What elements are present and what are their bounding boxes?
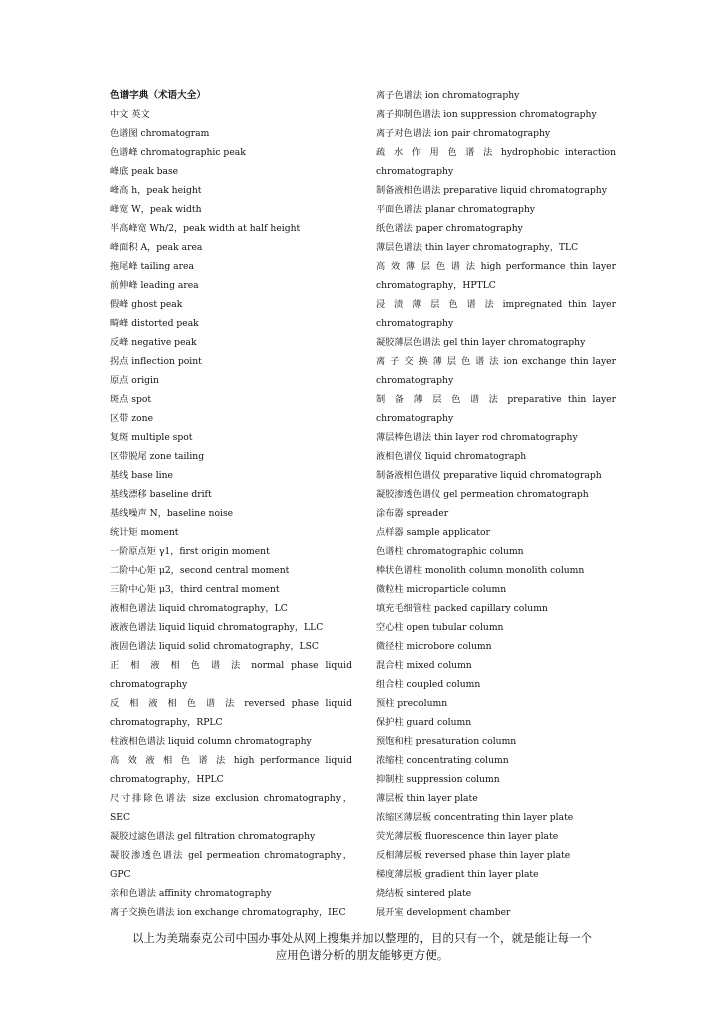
glossary-line: 中文 英文 [110,109,150,120]
glossary-line: 空心柱 open tubular column [376,622,504,633]
glossary-line: 基线漂移 baseline drift [110,489,212,500]
glossary-line: 半高峰宽 Wh/2，peak width at half height [110,223,301,234]
glossary-line: 假峰 ghost peak [110,299,183,310]
left-column [110,86,352,922]
glossary-line: 涂布器 spreader [376,508,449,519]
glossary-line: 液相色谱仪 liquid chromatograph [376,451,527,462]
glossary-line: 亲和色谱法 affinity chromatography [110,888,272,899]
glossary-line: 组合柱 coupled column [376,679,481,690]
glossary-line: 梯度薄层板 gradient thin layer plate [376,869,539,880]
glossary-line: 微粒柱 microparticle column [376,584,507,595]
glossary-line: chromatography [376,413,454,424]
glossary-line: 展开室 development chamber [376,907,511,918]
footer-line: 应用色谱分析的朋友能够更方便。 [275,948,449,962]
glossary-line: chromatography，HPLC [110,774,224,785]
glossary-line: 反峰 negative peak [110,337,197,348]
glossary-line: 棒状色谱柱 monolith column monolith column [376,565,585,576]
glossary-line: 液固色谱法 liquid solid chromatography，LSC [110,641,319,652]
glossary-line: 复斑 multiple spot [110,432,193,443]
glossary-line: 柱液相色谱法 liquid column chromatography [110,736,312,747]
glossary-line: 拐点 inflection point [110,356,202,367]
glossary-line: 区带 zone [110,413,154,424]
glossary-line: 斑点 spot [110,394,152,405]
glossary-line: 离子色谱法 ion chromatography [376,90,520,101]
glossary-line: 预饱和柱 presaturation column [376,736,517,747]
glossary-line: 凝胶薄层色谱法 gel thin layer chromatography [376,337,586,348]
glossary-line: 离子对色谱法 ion pair chromatography [376,128,551,139]
document-title: 色谱字典（术语大全） [110,90,206,101]
glossary-line: 正 相 液 相 色 谱 法 normal phase liquid [110,660,352,671]
glossary-line: 荧光薄层板 fluorescence thin layer plate [376,831,559,842]
glossary-line: 离 子 交 换 薄 层 色 谱 法 ion exchange thin layer [376,356,616,367]
glossary-line: 基线 base line [110,470,173,481]
glossary-line: 抑制柱 suppression column [376,774,500,785]
glossary-line: 前伸峰 leading area [110,280,199,291]
glossary-line: 薄层棒色谱法 thin layer rod chromatography [376,432,578,443]
glossary-line: 峰宽 W，peak width [110,204,202,215]
glossary-line: 原点 origin [110,375,159,386]
glossary-line: 浓缩区薄层板 concentrating thin layer plate [376,812,574,823]
glossary-line: 色谱图 chromatogram [110,128,210,139]
glossary-line: 保护柱 guard column [376,717,472,728]
glossary-line: chromatography，HPTLC [376,280,496,291]
glossary-line: 高 效 薄 层 色 谱 法 high performance thin layer [376,261,616,272]
glossary-line: 浓缩柱 concentrating column [376,755,509,766]
glossary-line: SEC [110,812,131,823]
glossary-line: 制 备 薄 层 色 谱 法 preparative thin layer [376,394,616,405]
glossary-line: 畸峰 distorted peak [110,318,199,329]
glossary-line: 离子交换色谱法 ion exchange chromatography，IEC [110,907,346,918]
footer-line: 以上为美瑞泰克公司中国办事处从网上搜集并加以整理的，目的只有一个，就是能让每一个 [132,931,592,945]
glossary-line: 尺寸排除色谱法 size exclusion chromatography， [110,793,352,804]
glossary-line: 混合柱 mixed column [376,660,472,671]
glossary-line: 峰面积 A，peak area [110,242,203,253]
glossary-line: 反 相 液 相 色 谱 法 reversed phase liquid [110,698,352,709]
glossary-line: 统计矩 moment [110,527,179,538]
glossary-line: 填充毛细管柱 packed capillary column [376,603,548,614]
glossary-line: 离子抑制色谱法 ion suppression chromatography [376,109,597,120]
glossary-line: chromatography，RPLC [110,717,223,728]
glossary-line: 一阶原点矩 γ1，first origin moment [110,546,270,557]
glossary-line: 液相色谱法 liquid chromatography，LC [110,603,288,614]
glossary-line: 制备液相色谱法 preparative liquid chromatography [376,185,607,196]
glossary-line: 区带脱尾 zone tailing [110,451,205,462]
glossary-line: 凝胶渗透色谱仪 gel permeation chromatograph [376,489,589,500]
glossary-line: 峰高 h，peak height [110,185,202,196]
glossary-line: 凝胶渗透色谱法 gel permeation chromatography， [110,850,352,861]
glossary-line: 三阶中心矩 μ3，third central moment [110,584,280,595]
glossary-line: 烧结板 sintered plate [376,888,472,899]
glossary-line: 峰底 peak base [110,166,179,177]
right-column [376,86,616,922]
footer-note [60,930,664,964]
glossary-line: 平面色谱法 planar chromatography [376,204,536,215]
glossary-line: 高 效 液 相 色 谱 法 high performance liquid [110,755,352,766]
glossary-line: chromatography [376,375,454,386]
glossary-line: chromatography [376,318,454,329]
glossary-line: 色谱柱 chromatographic column [376,546,524,557]
glossary-line: chromatography [110,679,188,690]
glossary-line: 微径柱 microbore column [376,641,492,652]
glossary-line: GPC [110,869,131,880]
glossary-line: 液液色谱法 liquid liquid chromatography，LLC [110,622,324,633]
glossary-line: 二阶中心矩 μ2，second central moment [110,565,290,576]
glossary-line: chromatography [376,166,454,177]
glossary-line: 点样器 sample applicator [376,527,490,538]
glossary-line: 纸色谱法 paper chromatography [376,223,523,234]
glossary-line: 拖尾峰 tailing area [110,261,194,272]
glossary-line: 凝胶过滤色谱法 gel filtration chromatography [110,831,316,842]
glossary-line: 浸 渍 薄 层 色 谱 法 impregnated thin layer [376,299,616,310]
glossary-line: 疏 水 作 用 色 谱 法 hydrophobic interaction [376,147,616,158]
glossary-line: 反相薄层板 reversed phase thin layer plate [376,850,571,861]
glossary-line: 基线噪声 N，baseline noise [110,508,234,519]
glossary-line: 制备液相色谱仪 preparative liquid chromatograph [376,470,602,481]
glossary-line: 薄层板 thin layer plate [376,793,478,804]
glossary-line: 预柱 precolumn [376,698,448,709]
glossary-line: 薄层色谱法 thin layer chromatography，TLC [376,242,579,253]
glossary-line: 色谱峰 chromatographic peak [110,147,246,158]
